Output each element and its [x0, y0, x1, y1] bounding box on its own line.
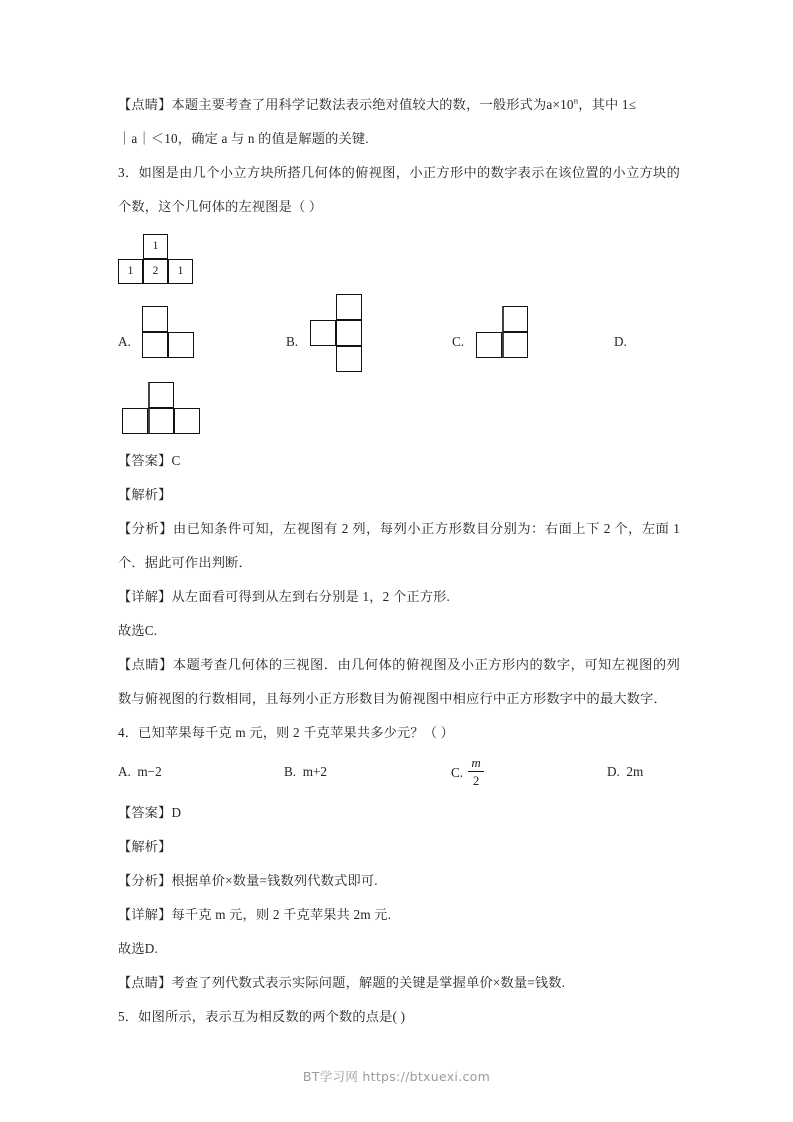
q4-choice-b-text: m+2 — [302, 764, 327, 779]
page-content — [118, 88, 680, 1034]
option-b-square-2 — [310, 320, 336, 346]
option-b-square-3 — [336, 320, 362, 346]
q4-choice-c-label: C. — [451, 765, 464, 781]
q2-dianjing-paragraph — [118, 88, 680, 122]
option-a-square-3 — [168, 332, 194, 358]
q4-choice-a-text: m−2 — [137, 764, 162, 779]
option-b-square-1 — [336, 294, 362, 320]
fraction-numerator: m — [471, 755, 481, 770]
q2-dianjing-text-a: 【点睛】本题主要考查了用科学记数法表示绝对值较大的数，一般形式为a×10 — [118, 97, 574, 112]
grid-cell-r1c2: 1 — [168, 259, 193, 284]
fraction-denominator: 2 — [472, 773, 480, 788]
question-3-fenxi: 【分析】由已知条件可知，左视图有 2 列，每列小正方形数目分别为：右面上下 2 个，左面 1 个．据此可作出判断． — [118, 521, 680, 570]
question-3-option-d-row — [118, 382, 680, 444]
option-a-square-2 — [142, 332, 168, 358]
top-view-grid — [118, 234, 194, 284]
option-b-square-4 — [336, 346, 362, 372]
grid-cell-r0c1: 1 — [143, 234, 168, 259]
q4-choice-d[interactable] — [607, 764, 643, 780]
q2-dianjing-text-b: ，其中 1≤ — [578, 97, 637, 112]
option-a-square-1 — [142, 306, 168, 332]
fraction-bar — [468, 771, 483, 772]
footer-watermark: BT学习网 https://btxuexi.com — [302, 1069, 491, 1084]
option-b-shape[interactable] — [310, 294, 370, 380]
question-4-answer: 【答案】D — [118, 805, 182, 820]
question-4-guxuan: 故选D. — [118, 941, 158, 956]
grid-cell-r1c1: 2 — [143, 259, 168, 284]
question-3-guxuan: 故选C. — [118, 623, 158, 638]
q4-choice-c-fraction — [468, 756, 483, 788]
question-4-xiangjie: 【详解】每千克 m 元，则 2 千克苹果共 2m 元. — [118, 907, 392, 922]
q4-choice-c[interactable] — [451, 755, 484, 790]
option-b-label[interactable]: B. — [286, 334, 299, 349]
option-c-square-1 — [502, 306, 528, 332]
question-3-answer: 【答案】C — [118, 453, 181, 468]
q4-choice-b[interactable] — [284, 764, 327, 780]
option-a-label[interactable]: A. — [118, 334, 131, 349]
question-5-stem: 5．如图所示，表示互为相反数的两个数的点是( ) — [118, 1009, 406, 1024]
option-d-square-2 — [122, 408, 148, 434]
question-3-figure — [118, 234, 680, 286]
question-3-options-row — [118, 298, 680, 378]
option-d-label[interactable]: D. — [614, 334, 627, 349]
q4-choice-a-label: A. — [118, 764, 131, 779]
q2-exponent: n — [573, 95, 579, 106]
grid-cell-r1c0: 1 — [118, 259, 143, 284]
option-d-square-4 — [174, 408, 200, 434]
question-4-fenxi: 【分析】根据单价×数量=钱数列代数式即可. — [118, 873, 378, 888]
option-d-square-3 — [148, 408, 174, 434]
option-c-label[interactable]: C. — [452, 334, 465, 349]
question-3-jiexi-heading: 【解析】 — [118, 487, 172, 502]
q4-choice-b-label: B. — [284, 764, 297, 779]
option-d-shape[interactable] — [122, 382, 208, 438]
question-4-dianjing: 【点睛】考查了列代数式表示实际问题，解题的关键是掌握单价×数量=钱数. — [118, 975, 566, 990]
option-a-shape[interactable] — [142, 306, 202, 366]
question-3-dianjing: 【点睛】本题考查几何体的三视图．由几何体的俯视图及小正方形内的数字，可知左视图的列数与俯视图的行数相同，且每列小正方形数目为俯视图中相应行中正方形数字中的最大数字． — [118, 657, 680, 706]
question-4-choices-row — [118, 756, 680, 796]
q4-choice-d-label: D. — [607, 764, 620, 779]
question-4-jiexi-heading: 【解析】 — [118, 839, 172, 854]
option-c-shape[interactable] — [476, 306, 536, 366]
question-4-stem: 4．已知苹果每千克 m 元，则 2 千克苹果共多少元？（ ） — [118, 725, 455, 740]
option-c-square-2 — [476, 332, 502, 358]
q4-choice-d-text: 2m — [626, 764, 644, 779]
option-d-square-1 — [148, 382, 174, 408]
q2-dianjing-paragraph-line2: ｜a｜＜10，确定 a 与 n 的值是解题的关键. — [118, 131, 369, 146]
question-3-stem: 3．如图是由几个小立方块所搭几何体的俯视图，小正方形中的数字表示在该位置的小立方块的个数，这个几何体的左视图是（ ） — [118, 165, 680, 214]
q4-choice-a[interactable] — [118, 764, 162, 780]
option-c-square-3 — [502, 332, 528, 358]
question-3-xiangjie: 【详解】从左面看可得到从左到右分别是 1，2 个正方形. — [118, 589, 450, 604]
